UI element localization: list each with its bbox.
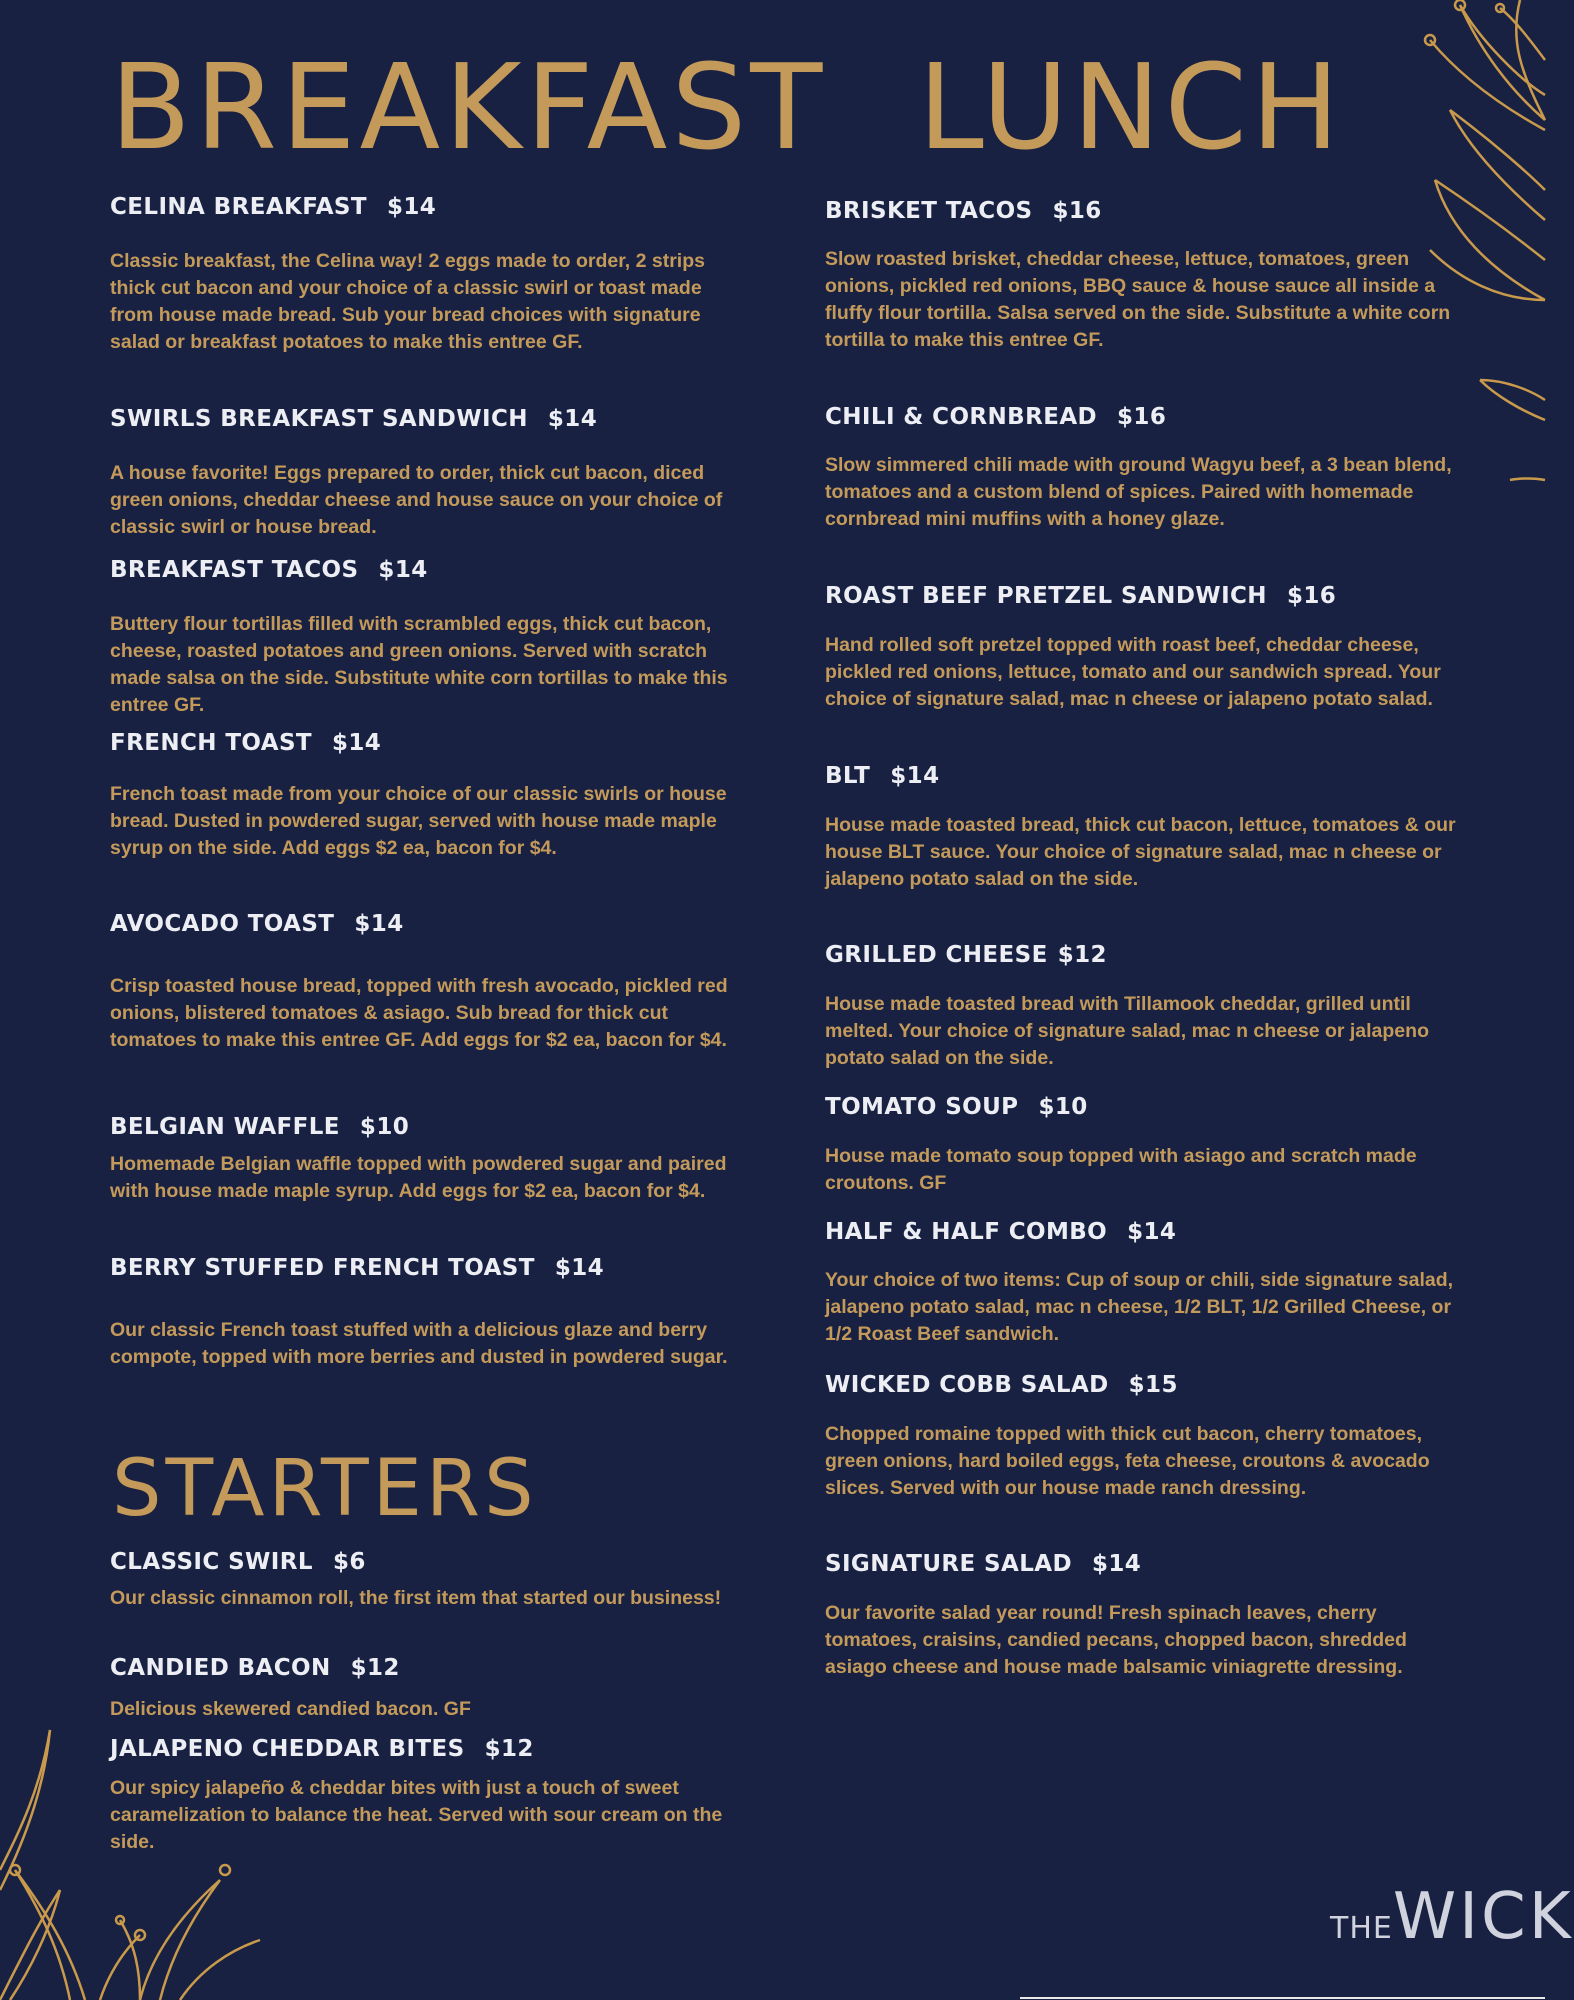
item-price: $10 [1038,1094,1088,1120]
item-price: $14 [554,1255,605,1281]
menu-item [110,730,750,756]
item-price: $14 [378,557,428,583]
item-name: GRILLED CHEESE [825,942,1048,968]
item-name: TOMATO SOUP [825,1094,1019,1120]
menu-item-description [825,812,1465,893]
item-name: JALAPENO CHEDDAR BITES [110,1736,465,1762]
item-description: French toast made from your choice of our classic swirls or house bread. Dusted in powdered sugar, served with house made maple syrup on the side. Add eggs $2 ea, bacon for $4. [110,783,727,859]
menu-item-description [110,1317,750,1371]
item-description: Hand rolled soft pretzel topped with roast beef, cheddar cheese, pickled red onions, lettuce, tomato and our sandwich spread. Your choice of signature salad, mac n cheese or jalapeno potato salad. [825,634,1441,710]
menu-item [110,194,750,220]
item-price: $16 [1117,404,1167,430]
item-name: BREAKFAST TACOS [110,557,359,583]
item-price: $12 [1057,942,1107,968]
menu-item-description [110,611,750,719]
item-description: Our spicy jalapeño & cheddar bites with just a touch of sweet caramelization to balance the heat. Served with sour cream on the side. [110,1777,723,1853]
item-description: Our classic French toast stuffed with a delicious glaze and berry compote, topped with more berries and dusted in powdered sugar. [110,1319,728,1368]
menu-item-description [110,1151,750,1205]
menu-item-description [110,781,750,862]
menu-item [110,1655,750,1681]
item-description: House made tomato soup topped with asiago and scratch made croutons. GF [825,1145,1417,1194]
menu-item [825,1219,1465,1245]
item-price: $15 [1128,1372,1178,1398]
menu-item [110,1114,750,1140]
item-name: FRENCH TOAST [110,730,312,756]
item-price: $14 [1091,1551,1142,1577]
item-name: CANDIED BACON [110,1655,331,1681]
item-price: $14 [354,911,404,937]
item-price: $14 [890,763,940,789]
menu-item [825,1094,1465,1120]
menu-item-description [825,1421,1465,1502]
item-price: $14 [1127,1219,1177,1245]
menu-item [110,1736,750,1762]
item-price: $6 [332,1549,366,1575]
item-name: BLT [825,763,871,789]
item-description: Delicious skewered candied bacon. GF [110,1698,471,1720]
item-name: SWIRLS BREAKFAST SANDWICH [110,406,528,432]
menu-item-description [110,460,750,541]
menu-item [825,404,1465,430]
item-description: Classic breakfast, the Celina way! 2 eggs made to order, 2 strips thick cut bacon and your choice of a classic swirl or toast made from house made bread. Sub your bread choices with signature salad or breakfast potatoes to make this entree GF. [110,250,705,353]
menu-item-description [110,1775,750,1856]
menu-item [110,1255,750,1281]
item-name: BELGIAN WAFFLE [110,1114,340,1140]
item-name: CELINA BREAKFAST [110,194,367,220]
item-price: $14 [332,730,382,756]
item-price: $12 [350,1655,400,1681]
item-description: Slow roasted brisket, cheddar cheese, lettuce, tomatoes, green onions, pickled red onions, BBQ sauce & house sauce all inside a fluffy flour tortilla. Salsa served on the side. Substitute a white corn tortilla to make this entree GF. [825,248,1451,351]
item-description: Homemade Belgian waffle topped with powdered sugar and paired with house made maple syrup. Add eggs for $2 ea, bacon for $4. [110,1153,727,1202]
logo-name: WICK [1392,1880,1574,1954]
menu-item-description [825,1143,1465,1197]
item-description: House made toasted bread with Tillamook cheddar, grilled until melted. Your choice of signature salad, mac n cheese or jalapeno potato salad on the side. [825,993,1429,1069]
item-name: CHILI & CORNBREAD [825,404,1098,430]
item-name: CLASSIC SWIRL [110,1549,313,1575]
item-description: Our classic cinnamon roll, the first item that started our business! [110,1587,722,1609]
menu-item [825,1372,1465,1398]
starters-heading: STARTERS [112,1444,538,1534]
menu-item [110,1549,750,1575]
the-wick-logo [1330,1880,1574,1954]
item-description: Your choice of two items: Cup of soup or chili, side signature salad, jalapeno potato salad, mac n cheese, 1/2 BLT, 1/2 Grilled Cheese, or 1/2 Roast Beef sandwich. [825,1269,1454,1345]
menu-item-description [825,1600,1465,1681]
menu-item-description [825,246,1465,354]
item-name: ROAST BEEF PRETZEL SANDWICH [825,583,1267,609]
item-description: Chopped romaine topped with thick cut bacon, cherry tomatoes, green onions, hard boiled eggs, feta cheese, croutons & avocado slices. Served with our house made ranch dressing. [825,1423,1430,1499]
item-description: Our favorite salad year round! Fresh spinach leaves, cherry tomatoes, craisins, candied pecans, chopped bacon, shredded asiago cheese and house made balsamic viniagrette dressing. [825,1602,1407,1678]
menu-item [825,198,1465,224]
item-name: SIGNATURE SALAD [825,1551,1072,1577]
divider [1020,1997,1545,1999]
item-name: BERRY STUFFED FRENCH TOAST [110,1255,535,1281]
menu-item-description [825,991,1465,1072]
menu-item [110,557,750,583]
menu-item [825,942,1465,968]
menu-item-description [110,973,750,1054]
item-price: $16 [1286,583,1337,609]
menu-item [110,406,750,432]
menu-item-description [825,452,1465,533]
menu-item [110,911,750,937]
item-name: WICKED COBB SALAD [825,1372,1109,1398]
item-description: Buttery flour tortillas filled with scrambled eggs, thick cut bacon, cheese, roasted potatoes and green onions. Served with scratch made salsa on the side. Substitute white corn tortillas to make this entree GF. [110,613,728,716]
item-price: $12 [484,1736,534,1762]
menu-item [825,1551,1465,1577]
breakfast-heading: BREAKFAST [110,38,827,176]
item-description: House made toasted bread, thick cut bacon, lettuce, tomatoes & our house BLT sauce. Your choice of signature salad, mac n cheese or jalapeno potato salad on the side. [825,814,1456,890]
menu-item [825,583,1465,609]
logo-prefix: THE [1330,1911,1393,1946]
menu-item-description [110,248,750,356]
item-description: Crisp toasted house bread, topped with fresh avocado, pickled red onions, blistered tomatoes & asiago. Sub bread for thick cut tomatoes to make this entree GF. Add eggs for $2 ea, bacon for $4. [110,975,728,1051]
item-price: $14 [547,406,598,432]
item-description: A house favorite! Eggs prepared to order, thick cut bacon, diced green onions, cheddar cheese and house sauce on your choice of classic swirl or house bread. [110,462,723,538]
item-description: Slow simmered chili made with ground Wagyu beef, a 3 bean blend, tomatoes and a custom blend of spices. Paired with homemade cornbread mini muffins with a honey glaze. [825,454,1452,530]
menu-item-description [825,1267,1465,1348]
menu-item-description [110,1696,750,1723]
menu-item-description [825,632,1465,713]
item-name: AVOCADO TOAST [110,911,335,937]
item-name: BRISKET TACOS [825,198,1033,224]
item-price: $16 [1052,198,1102,224]
menu-item-description [110,1585,750,1612]
leaf-decoration-bottom-left-icon [0,1720,270,2000]
menu-item [825,763,1465,789]
item-price: $10 [359,1114,410,1140]
lunch-heading: LUNCH [918,38,1344,176]
item-price: $14 [386,194,437,220]
item-name: HALF & HALF COMBO [825,1219,1108,1245]
